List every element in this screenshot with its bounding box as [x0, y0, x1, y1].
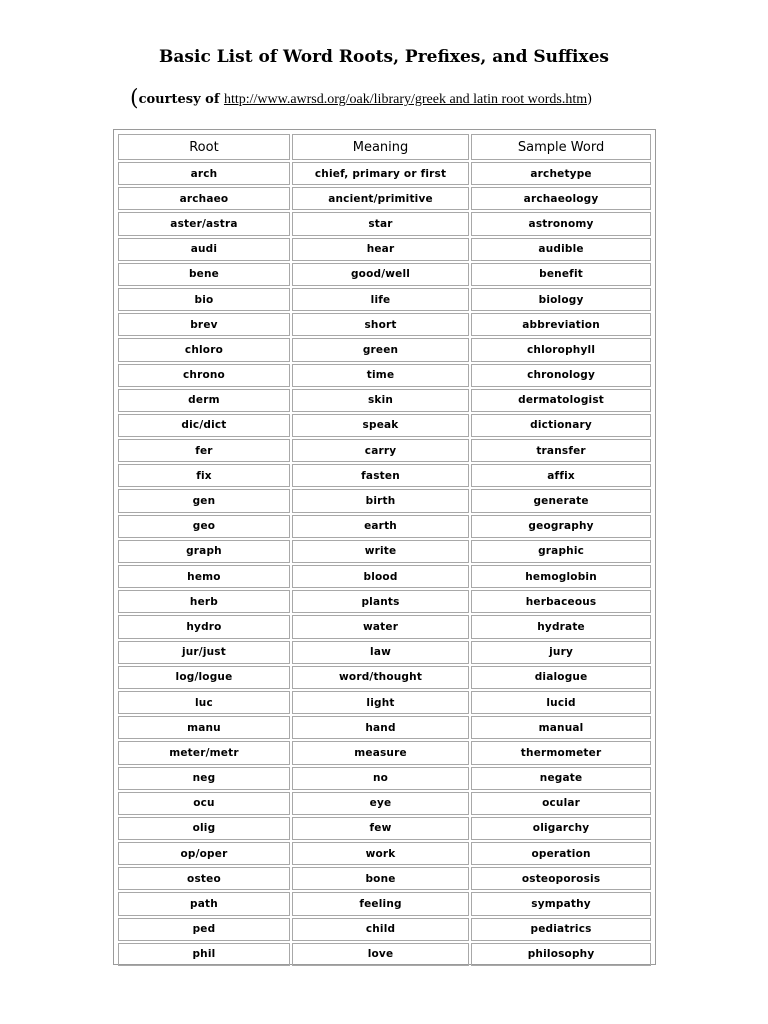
cell-sample-word: hydrate	[471, 615, 651, 638]
table-row	[118, 892, 651, 915]
cell-sample-word: dermatologist	[471, 389, 651, 412]
cell-sample-word: philosophy	[471, 943, 651, 966]
cell-sample-word: biology	[471, 288, 651, 311]
cell-sample-word: ocular	[471, 792, 651, 815]
cell-meaning: chief, primary or first	[292, 162, 469, 185]
cell-meaning: star	[292, 212, 469, 235]
table-body	[118, 162, 651, 966]
cell-sample-word: operation	[471, 842, 651, 865]
table-row	[118, 263, 651, 286]
table-row	[118, 288, 651, 311]
courtesy-link[interactable]: http://www.awrsd.org/oak/library/greek and latin root words.htm	[223, 92, 588, 107]
table-row	[118, 792, 651, 815]
table-row	[118, 691, 651, 714]
cell-root: geo	[118, 515, 290, 538]
cell-root: bio	[118, 288, 290, 311]
cell-sample-word: archaeology	[471, 187, 651, 210]
cell-sample-word: sympathy	[471, 892, 651, 915]
cell-root: olig	[118, 817, 290, 840]
cell-root: derm	[118, 389, 290, 412]
courtesy-close-paren: )	[587, 92, 593, 107]
table-row	[118, 741, 651, 764]
courtesy-open-paren: (	[130, 86, 139, 111]
cell-root: ped	[118, 918, 290, 941]
cell-root: brev	[118, 313, 290, 336]
cell-sample-word: osteoporosis	[471, 867, 651, 890]
cell-sample-word: astronomy	[471, 212, 651, 235]
table-row	[118, 767, 651, 790]
courtesy-line	[130, 86, 592, 111]
cell-meaning: word/thought	[292, 666, 469, 689]
header-sample-word: Sample Word	[471, 134, 651, 160]
cell-meaning: write	[292, 540, 469, 563]
header-root: Root	[118, 134, 290, 160]
cell-meaning: plants	[292, 590, 469, 613]
table-row	[118, 162, 651, 185]
table-header-row	[118, 134, 651, 160]
cell-meaning: measure	[292, 741, 469, 764]
table-row	[118, 867, 651, 890]
cell-meaning: carry	[292, 439, 469, 462]
table-row	[118, 464, 651, 487]
header-meaning: Meaning	[292, 134, 469, 160]
cell-meaning: no	[292, 767, 469, 790]
cell-meaning: eye	[292, 792, 469, 815]
courtesy-label: courtesy of	[138, 92, 224, 107]
table-row	[118, 414, 651, 437]
cell-meaning: feeling	[292, 892, 469, 915]
table-row	[118, 590, 651, 613]
cell-sample-word: thermometer	[471, 741, 651, 764]
cell-root: aster/astra	[118, 212, 290, 235]
cell-meaning: child	[292, 918, 469, 941]
cell-meaning: green	[292, 338, 469, 361]
cell-root: herb	[118, 590, 290, 613]
table-row	[118, 817, 651, 840]
cell-meaning: few	[292, 817, 469, 840]
cell-meaning: skin	[292, 389, 469, 412]
table-row	[118, 238, 651, 261]
cell-sample-word: pediatrics	[471, 918, 651, 941]
cell-sample-word: hemoglobin	[471, 565, 651, 588]
cell-sample-word: dialogue	[471, 666, 651, 689]
table-row	[118, 918, 651, 941]
cell-sample-word: jury	[471, 641, 651, 664]
cell-sample-word: abbreviation	[471, 313, 651, 336]
cell-sample-word: herbaceous	[471, 590, 651, 613]
cell-root: graph	[118, 540, 290, 563]
roots-table	[116, 132, 653, 968]
cell-sample-word: geography	[471, 515, 651, 538]
table-row	[118, 716, 651, 739]
cell-sample-word: negate	[471, 767, 651, 790]
cell-root: neg	[118, 767, 290, 790]
table-row	[118, 212, 651, 235]
cell-meaning: hear	[292, 238, 469, 261]
cell-sample-word: chronology	[471, 364, 651, 387]
cell-sample-word: generate	[471, 489, 651, 512]
cell-root: ocu	[118, 792, 290, 815]
cell-meaning: short	[292, 313, 469, 336]
table-row	[118, 515, 651, 538]
cell-root: meter/metr	[118, 741, 290, 764]
table-row	[118, 389, 651, 412]
cell-sample-word: lucid	[471, 691, 651, 714]
table-row	[118, 565, 651, 588]
cell-root: arch	[118, 162, 290, 185]
cell-sample-word: affix	[471, 464, 651, 487]
page-title: Basic List of Word Roots, Prefixes, and Suffixes	[159, 47, 609, 67]
cell-root: hydro	[118, 615, 290, 638]
cell-root: osteo	[118, 867, 290, 890]
cell-sample-word: dictionary	[471, 414, 651, 437]
table-row	[118, 338, 651, 361]
table-row	[118, 313, 651, 336]
cell-meaning: earth	[292, 515, 469, 538]
table-row	[118, 540, 651, 563]
cell-root: bene	[118, 263, 290, 286]
cell-root: gen	[118, 489, 290, 512]
cell-root: audi	[118, 238, 290, 261]
cell-root: fix	[118, 464, 290, 487]
cell-root: archaeo	[118, 187, 290, 210]
cell-meaning: water	[292, 615, 469, 638]
table-row	[118, 943, 651, 966]
cell-root: op/oper	[118, 842, 290, 865]
cell-meaning: time	[292, 364, 469, 387]
cell-root: chloro	[118, 338, 290, 361]
cell-meaning: birth	[292, 489, 469, 512]
roots-table-frame	[113, 129, 656, 965]
cell-meaning: hand	[292, 716, 469, 739]
cell-root: hemo	[118, 565, 290, 588]
table-row	[118, 489, 651, 512]
table-row	[118, 842, 651, 865]
cell-root: path	[118, 892, 290, 915]
cell-root: fer	[118, 439, 290, 462]
cell-root: phil	[118, 943, 290, 966]
table-row	[118, 641, 651, 664]
cell-root: luc	[118, 691, 290, 714]
cell-root: log/logue	[118, 666, 290, 689]
cell-sample-word: transfer	[471, 439, 651, 462]
table-row	[118, 615, 651, 638]
cell-sample-word: manual	[471, 716, 651, 739]
cell-meaning: light	[292, 691, 469, 714]
cell-sample-word: graphic	[471, 540, 651, 563]
cell-root: chrono	[118, 364, 290, 387]
cell-meaning: bone	[292, 867, 469, 890]
cell-sample-word: audible	[471, 238, 651, 261]
cell-meaning: work	[292, 842, 469, 865]
cell-meaning: law	[292, 641, 469, 664]
table-row	[118, 439, 651, 462]
table-row	[118, 364, 651, 387]
cell-meaning: good/well	[292, 263, 469, 286]
table-row	[118, 666, 651, 689]
cell-meaning: fasten	[292, 464, 469, 487]
cell-sample-word: chlorophyll	[471, 338, 651, 361]
cell-sample-word: archetype	[471, 162, 651, 185]
table-row	[118, 187, 651, 210]
cell-root: manu	[118, 716, 290, 739]
cell-meaning: life	[292, 288, 469, 311]
cell-meaning: speak	[292, 414, 469, 437]
cell-root: jur/just	[118, 641, 290, 664]
cell-meaning: love	[292, 943, 469, 966]
cell-meaning: ancient/primitive	[292, 187, 469, 210]
cell-sample-word: oligarchy	[471, 817, 651, 840]
cell-sample-word: benefit	[471, 263, 651, 286]
cell-meaning: blood	[292, 565, 469, 588]
cell-root: dic/dict	[118, 414, 290, 437]
